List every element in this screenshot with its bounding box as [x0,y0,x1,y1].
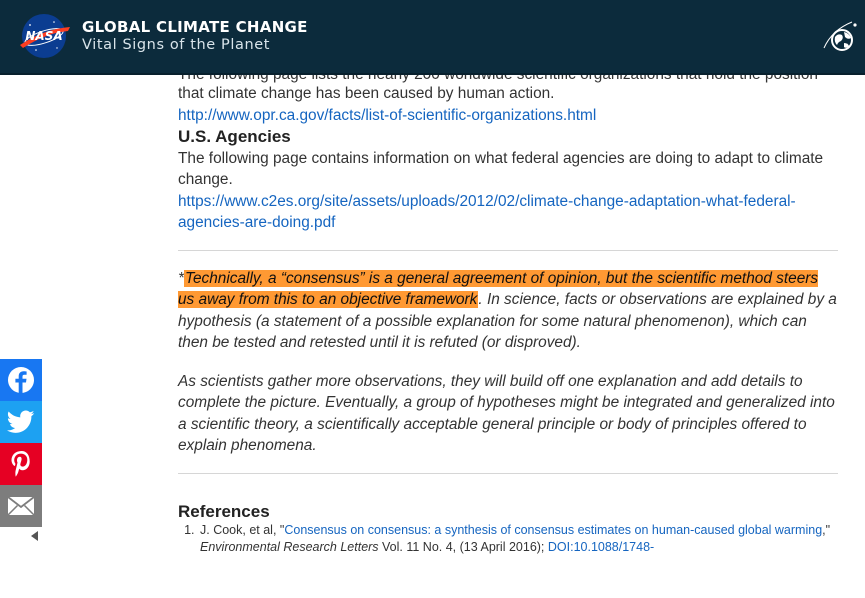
references-heading: References [178,501,270,521]
divider [178,473,838,474]
site-subtitle: Vital Signs of the Planet [82,37,271,53]
email-icon [7,496,35,516]
svg-text:NASA: NASA [25,29,63,43]
nasa-logo[interactable] [16,13,72,59]
references-list [178,522,838,556]
reference-journal: Environmental Research Letters [200,540,379,554]
twitter-icon [7,410,35,434]
scientific-method-note: As scientists gather more observations, they will build off one explanation and add details to complete the picture. Eventually, a group of hypotheses might be integrated and generalized into a scientific theory, a scientifically acceptable general principle or body of principles offered to explain phenomena. [178,372,835,454]
reference-title-link[interactable]: Consensus on consensus: a synthesis of consensus estimates on human-caused global warming [284,523,823,537]
reference-details: Vol. 11 No. 4, (13 April 2016); [378,540,548,554]
scientific-organizations-link[interactable]: http://www.opr.ca.gov/facts/list-of-scientific-organizations.html [178,106,597,124]
site-header [0,0,865,75]
reference-prefix: J. Cook, et al, " [200,523,285,537]
pinterest-icon [9,450,33,478]
footnote-asterisk: * [178,269,184,287]
twitter-share-button[interactable] [0,401,42,443]
consensus-note-rest: . In science, facts or observations are explained by a hypothesis (a statement of a possible explanation for some natural phenomenon), which can then be tested and retested until it is refuted (or disproved). [178,291,837,351]
divider [178,250,838,251]
highlighted-text: Technically, a “consensus” is a general agreement of opinion, but the scientific method steers us away from this to an objective framework [178,269,819,308]
reference-item [198,522,838,556]
us-agencies-heading: U.S. Agencies [178,127,291,146]
email-share-button[interactable] [0,485,42,527]
share-sidebar [0,359,42,527]
agencies-text: The following page contains information on what federal agencies are doing to adapt to climate change. [178,149,824,188]
site-title[interactable]: GLOBAL CLIMATE CHANGE [82,18,308,36]
agencies-link[interactable]: https://www.c2es.org/site/assets/uploads/2012/02/climate-change-adaptation-what-federal-agencies-are-doing.pdf [178,192,796,231]
globe-icon[interactable] [822,18,862,58]
consensus-note [178,268,838,354]
reference-doi-link[interactable]: DOI:10.1088/1748- [547,540,655,554]
pinterest-share-button[interactable] [0,443,42,485]
collapse-arrow-icon[interactable] [31,531,38,541]
facebook-share-button[interactable] [0,359,42,401]
article-content [178,64,838,556]
reference-middle: ," [822,523,831,537]
facebook-icon [7,366,35,394]
intro-text: that climate change has been caused by human action. [178,85,555,102]
